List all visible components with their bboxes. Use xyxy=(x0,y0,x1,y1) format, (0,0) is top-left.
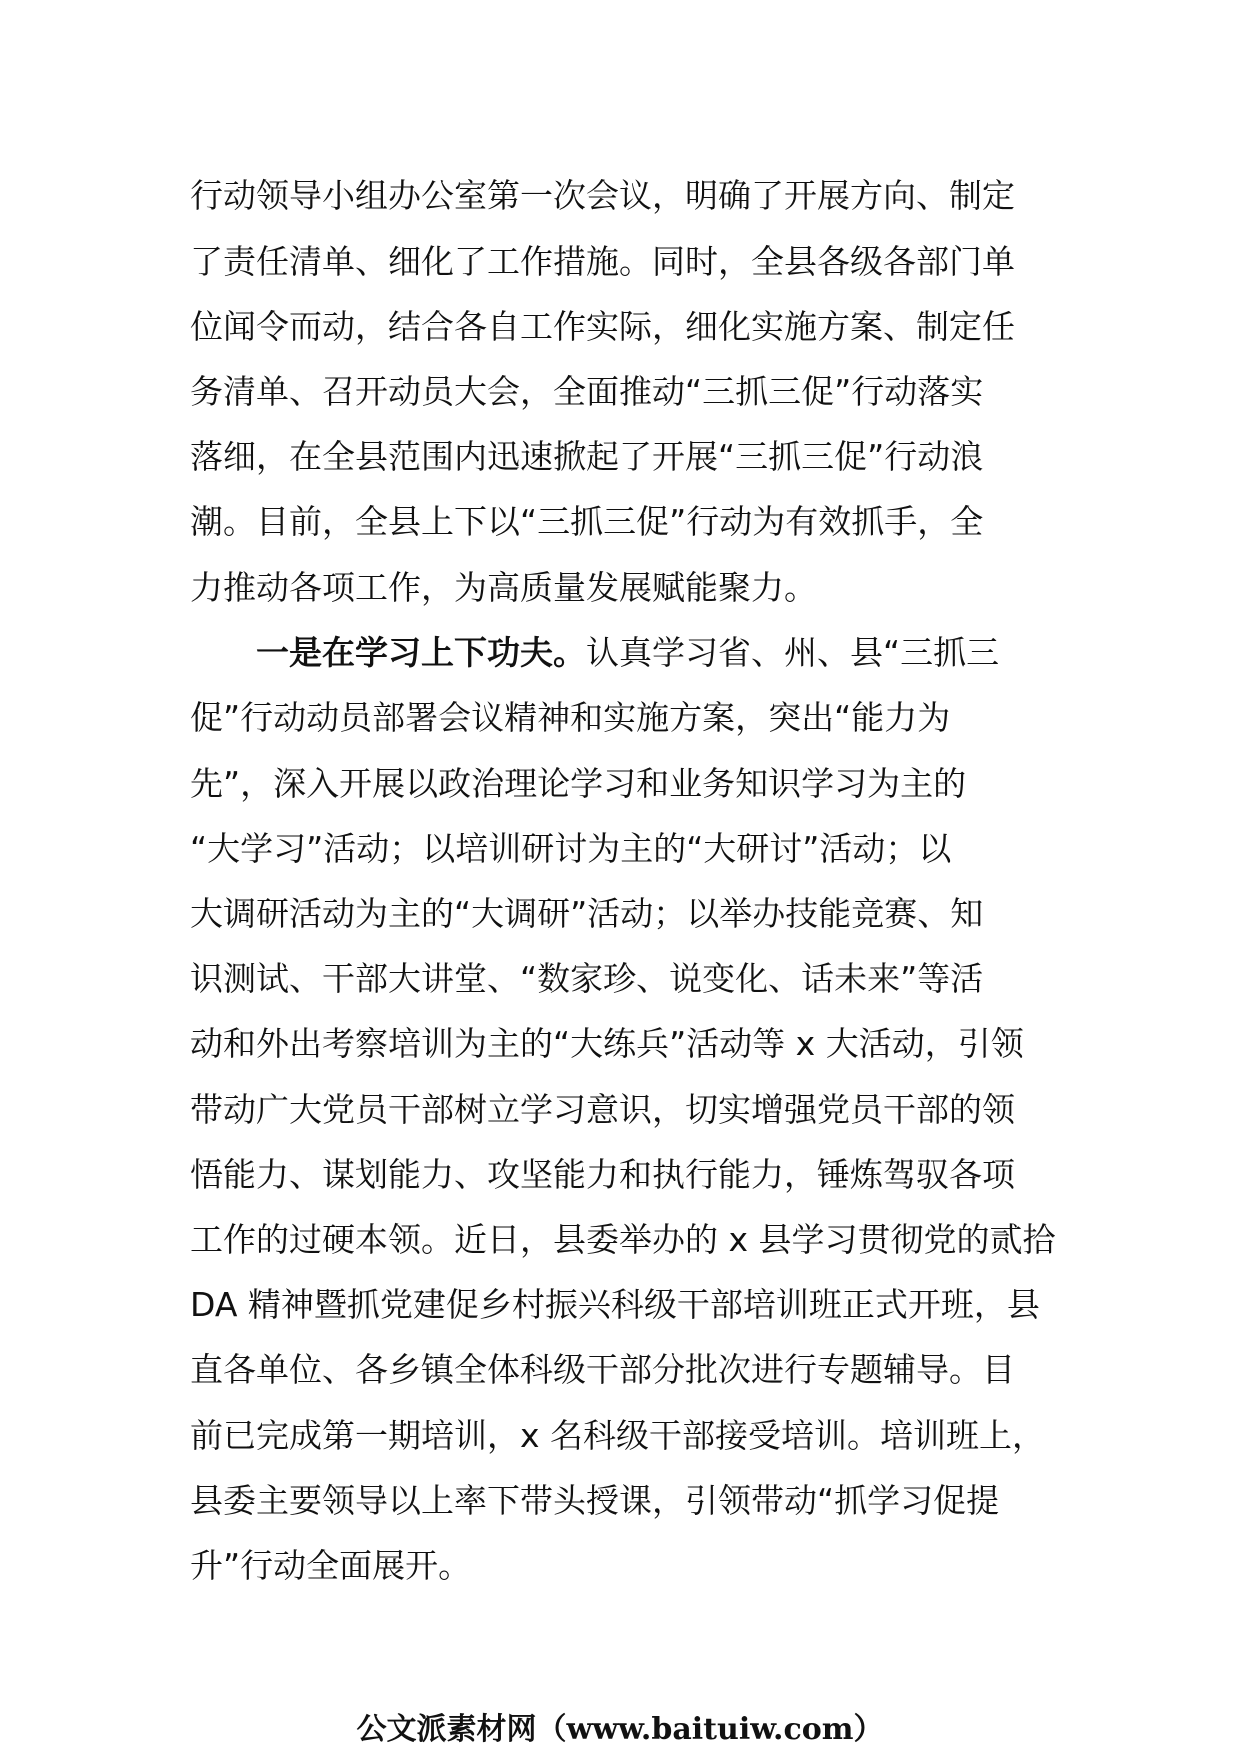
text-line: 力推动各项工作，为高质量发展赋能聚力。 xyxy=(190,568,817,607)
text-line: 前已完成第一期培训，x 名科级干部接受培训。培训班上， xyxy=(190,1416,1046,1455)
section-heading: 一是在学习上下功夫。 xyxy=(256,633,586,672)
footer-watermark-text: 公文派素材网（www.baituiw.com） xyxy=(356,1712,884,1747)
text-line: 悟能力、谋划能力、攻坚能力和执行能力，锤炼驾驭各项 xyxy=(190,1155,1015,1194)
text-line: 升”行动全面展开。 xyxy=(190,1546,472,1585)
text-line: 促”行动动员部署会议精神和实施方案，突出“能力为 xyxy=(190,698,951,737)
text-line: 落细，在全县范围内迅速掀起了开展“三抓三促”行动浪 xyxy=(190,437,984,476)
paragraph-one-first-line xyxy=(256,633,999,673)
text-line: 潮。目前，全县上下以“三抓三促”行动为有效抓手，全 xyxy=(190,502,984,541)
text-line: 认真学习省、州、县“三抓三 xyxy=(586,633,1000,672)
text-line: 行动领导小组办公室第一次会议，明确了开展方向、制定 xyxy=(190,176,1015,215)
text-line: 先”，深入开展以政治理论学习和业务知识学习为主的 xyxy=(190,764,967,803)
text-line: 带动广大党员干部树立学习意识，切实增强党员干部的领 xyxy=(190,1090,1015,1129)
text-line: 位闻令而动，结合各自工作实际，细化实施方案、制定任 xyxy=(190,307,1015,346)
text-line: 直各单位、各乡镇全体科级干部分批次进行专题辅导。目 xyxy=(190,1350,1015,1389)
text-line: 动和外出考察培训为主的“大练兵”活动等 x 大活动，引领 xyxy=(190,1024,1024,1063)
text-line: 务清单、召开动员大会，全面推动“三抓三促”行动落实 xyxy=(190,372,984,411)
text-line: “大学习”活动；以培训研讨为主的“大研讨”活动；以 xyxy=(190,829,952,868)
text-line: 了责任清单、细化了工作措施。同时，全县各级各部门单 xyxy=(190,242,1015,281)
text-line: 工作的过硬本领。近日，县委举办的 x 县学习贯彻党的贰拾 xyxy=(190,1220,1056,1259)
text-line: 大调研活动为主的“大调研”活动；以举办技能竞赛、知 xyxy=(190,894,984,933)
text-line: 识测试、干部大讲堂、“数家珍、说变化、话未来”等活 xyxy=(190,959,984,998)
text-line: 县委主要领导以上率下带头授课，引领带动“抓学习促提 xyxy=(190,1481,1000,1520)
text-line: DA 精神暨抓党建促乡村振兴科级干部培训班正式开班，县 xyxy=(190,1285,1040,1324)
